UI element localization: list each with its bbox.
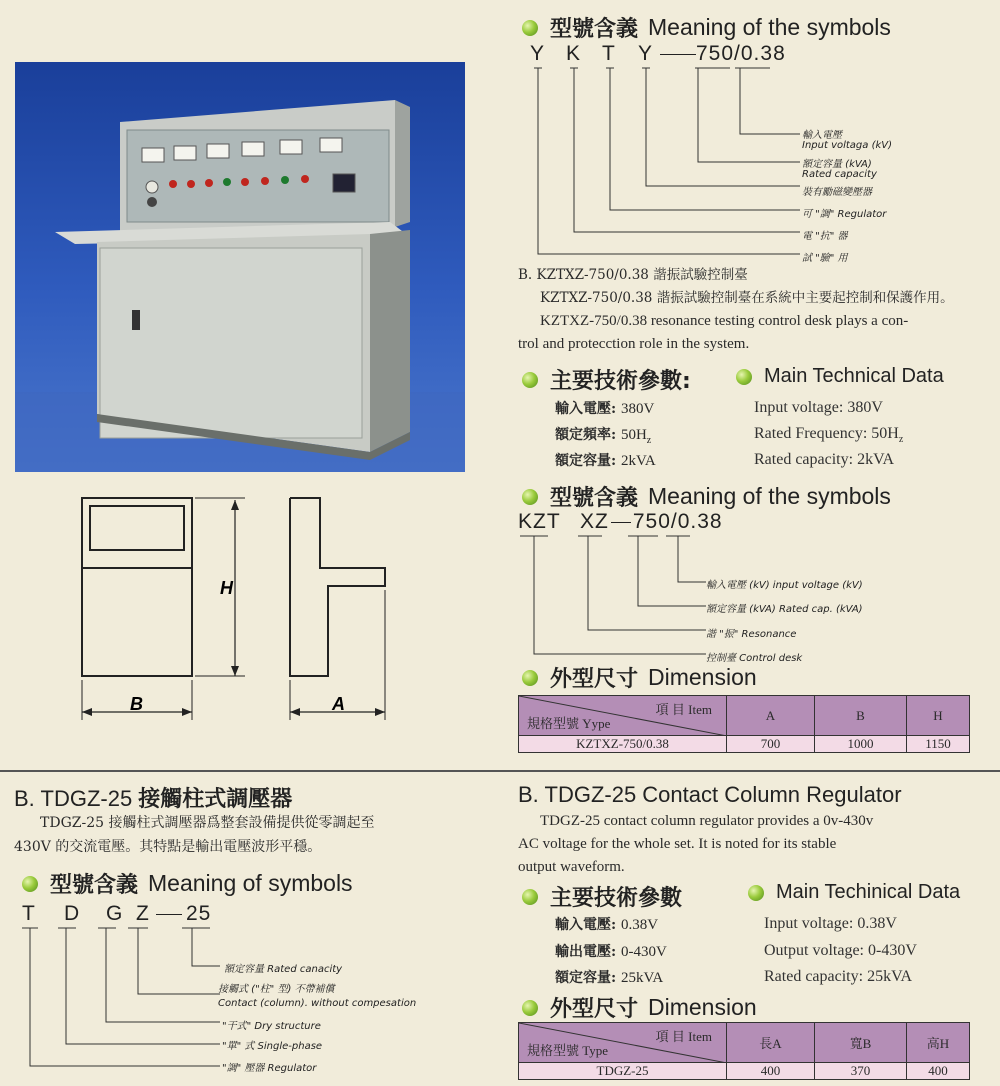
code-letter: Y — [530, 42, 546, 65]
code-part: KZT — [518, 510, 561, 533]
dimension-heading-zh: 外型尺寸 — [550, 667, 639, 692]
tech-heading-en: Main Techinical Data — [776, 881, 961, 903]
tdgz-legend-rated: 額定容量 Rated canacity — [224, 964, 343, 975]
legend-input-voltage-en: Input voltaga (kV) — [802, 140, 893, 151]
meaning-heading-1 — [522, 12, 891, 43]
code-dash — [156, 914, 182, 915]
param-row — [555, 967, 663, 987]
param-row — [555, 424, 651, 446]
kz-desc-en-2: trol and protecction role in the system. — [518, 336, 750, 352]
table-row — [519, 736, 970, 753]
green-bullet-icon — [522, 20, 538, 36]
table-type-label: 規格型號 Type — [527, 1043, 609, 1058]
green-bullet-icon — [22, 876, 38, 892]
param-row — [555, 941, 667, 961]
dimension-heading-en: Dimension — [648, 664, 757, 690]
meaning-heading-en: Meaning of the symbols — [648, 14, 891, 40]
tdgz-legend-regulator: "調" 壓器 Regulator — [222, 1063, 317, 1074]
code-part: XZ — [580, 510, 609, 533]
param-text-en: Input voltage: 0.38V — [764, 915, 897, 932]
legend-input-voltage-zh: 輸入電壓 — [802, 130, 842, 141]
table-col-header: 寬B — [815, 1023, 907, 1063]
table-cell: 400 — [907, 1063, 970, 1080]
table-header-row — [519, 1023, 970, 1063]
legend2-input-voltage: 輸入電壓 (kV) input voltage (kV) — [706, 580, 863, 591]
tdgz-legend-single-phase: "單" 式 Single-phase — [222, 1041, 323, 1052]
control-desk-illustration — [15, 62, 465, 472]
param-value: 50H — [620, 427, 647, 443]
meaning-heading-zh: 型號含義 — [550, 486, 639, 511]
tdgz-title-zh — [14, 782, 292, 813]
green-bullet-icon — [748, 885, 764, 901]
param-row-en — [754, 425, 903, 445]
table-cell: KZTXZ-750/0.38 — [519, 736, 727, 753]
tech-heading-zh: 主要技術參數: — [550, 369, 691, 394]
tdgz-desc-zh-2: 430V 的交流電壓。其特點是輸出電壓波形平穩。 — [14, 839, 322, 855]
tdgz-title-name: 接觸柱式調壓器 — [138, 787, 293, 812]
tdgz-meaning-heading — [22, 868, 353, 899]
param-key: 輸出電壓: — [555, 944, 617, 960]
model-code-ykty — [530, 42, 786, 66]
tdgz-desc-zh-1: TDGZ-25 接觸柱式調壓器爲整套設備提供從零調起至 — [40, 815, 375, 831]
table-cell: 1000 — [815, 736, 907, 753]
dimension-heading-1 — [522, 662, 757, 693]
meaning-heading-2 — [522, 481, 891, 512]
tech-heading-en-block — [736, 365, 944, 388]
dimension-heading-en: Dimension — [648, 994, 757, 1020]
table-item-label: 項 目 Item — [655, 1029, 712, 1044]
tdgz-title-code: B. TDGZ-25 — [14, 786, 139, 811]
green-bullet-icon — [522, 889, 538, 905]
green-bullet-icon — [736, 369, 752, 385]
code-letter: Z — [136, 902, 150, 925]
table-corner-cell — [519, 1023, 727, 1063]
dim-label-b: B — [130, 694, 143, 714]
param-value: 0-430V — [620, 944, 667, 960]
param-key: 輸入電壓: — [555, 917, 617, 933]
table-cell: 1150 — [907, 736, 970, 753]
param-row — [555, 914, 658, 934]
param-value: 0.38V — [620, 917, 659, 933]
param-row — [555, 450, 656, 470]
green-bullet-icon — [522, 1000, 538, 1016]
legend-exciting-transformer: 裝有勵磁變壓器 — [802, 187, 872, 198]
param-text-en-sub: z — [898, 434, 904, 446]
model-code-kztxz — [518, 510, 723, 534]
param-text-en: Rated Frequency: 50H — [754, 425, 899, 442]
param-text-en: Rated capacity: 25kVA — [764, 968, 913, 985]
param-row — [555, 398, 654, 418]
legend-rated-capacity-zh: 額定容量 (kVA) — [802, 159, 872, 170]
param-text-en: Rated capacity: 2kVA — [754, 451, 895, 468]
legend2-resonance: 諧 "振" Resonance — [706, 629, 797, 640]
param-value: 2kVA — [620, 453, 656, 469]
meaning-tree-2 — [518, 534, 718, 660]
table-cell: 370 — [815, 1063, 907, 1080]
tdgz-title-en — [518, 782, 902, 808]
legend2-control-desk: 控制臺 Control desk — [706, 653, 803, 664]
code-letter: G — [106, 902, 124, 925]
param-row-en — [754, 399, 883, 417]
legend-rated-capacity-en: Rated capacity — [802, 169, 877, 180]
code-suffix: 25 — [186, 902, 212, 925]
code-suffix: 750/0.38 — [696, 42, 786, 65]
table-col-header: 高H — [907, 1023, 970, 1063]
green-bullet-icon — [522, 489, 538, 505]
tdgz-desc-en-2: AC voltage for the whole set. It is noted for its stable — [518, 836, 837, 852]
table-cell: 400 — [727, 1063, 815, 1080]
meaning-tree-1 — [530, 66, 810, 262]
dimension-table-kztxz — [518, 695, 970, 753]
table-type-label: 規格型號 Yype — [527, 716, 611, 731]
table-col-header: 長A — [727, 1023, 815, 1063]
dimension-table-tdgz — [518, 1022, 970, 1080]
section-divider — [0, 770, 1000, 772]
code-letter: Y — [638, 42, 654, 65]
meaning-heading-en: Meaning of the symbols — [648, 483, 891, 509]
param-row-en — [754, 451, 894, 469]
code-dash — [611, 522, 631, 523]
code-letter: K — [566, 42, 582, 65]
kz-desc-title: B. KZTXZ-750/0.38 諧振試驗控制臺 — [518, 267, 748, 283]
param-value: 380V — [620, 401, 655, 417]
tech-heading-en: Main Technical Data — [764, 365, 944, 387]
table-corner-cell — [519, 696, 727, 736]
param-text-en: Output voltage: 0-430V — [764, 942, 917, 959]
meaning-heading-en: Meaning of symbols — [148, 870, 353, 896]
model-code-tdgz — [22, 902, 211, 926]
tdgz-desc-en-3: output waveform. — [518, 859, 625, 875]
kz-desc-zh: KZTXZ-750/0.38 諧振試驗控制臺在系統中主要起控制和保護作用。 — [540, 290, 954, 306]
param-key: 輸入電壓: — [555, 401, 617, 417]
code-letter: T — [22, 902, 36, 925]
tdgz-title-en-text: B. TDGZ-25 Contact Column Regulator — [518, 782, 902, 807]
table-col-header: A — [727, 696, 815, 736]
green-bullet-icon — [522, 372, 538, 388]
tech-heading-zh-block — [522, 364, 701, 395]
tdgz-dimension-heading — [522, 992, 757, 1023]
meaning-tree-tdgz — [20, 926, 230, 1074]
dimension-heading-zh: 外型尺寸 — [550, 997, 639, 1022]
param-value-sub: z — [646, 435, 652, 446]
dimension-drawing — [70, 490, 400, 730]
tdgz-desc-en-1: TDGZ-25 contact column regulator provides a 0v-430v — [540, 813, 874, 829]
legend-regulator: 可 "調" Regulator — [802, 209, 887, 220]
dim-label-a: A — [332, 694, 345, 714]
tdgz-tech-heading-en-block — [748, 881, 960, 904]
tdgz-legend-contact-zh: 接觸式 ("柱" 型) 不帶補償 — [218, 984, 335, 995]
dim-label-h: H — [220, 578, 233, 598]
kz-desc-en-1: KZTXZ-750/0.38 resonance testing control desk plays a con- — [540, 313, 909, 329]
table-header-row — [519, 696, 970, 736]
param-value: 25kVA — [620, 970, 664, 986]
legend-testing: 試 "驗" 用 — [802, 253, 848, 264]
code-part: 750/0.38 — [632, 510, 723, 533]
control-desk-photo — [15, 62, 465, 472]
table-cell: TDGZ-25 — [519, 1063, 727, 1080]
table-row — [519, 1063, 970, 1080]
meaning-heading-zh: 型號含義 — [50, 873, 139, 898]
tech-heading-zh: 主要技術參數 — [550, 886, 683, 911]
green-bullet-icon — [522, 670, 538, 686]
table-item-label: 項 目 Item — [655, 702, 712, 717]
legend-reactor: 電 "抗" 器 — [802, 231, 848, 242]
param-key: 額定容量: — [555, 970, 617, 986]
code-letter: T — [602, 42, 616, 65]
param-key: 額定頻率: — [555, 427, 617, 443]
code-letter: D — [64, 902, 81, 925]
tdgz-tech-heading-zh-block — [522, 881, 692, 912]
legend2-rated-cap: 額定容量 (kVA) Rated cap. (kVA) — [706, 604, 863, 615]
param-text-en: Input voltage: 380V — [754, 399, 883, 416]
table-col-header: H — [907, 696, 970, 736]
code-dash — [660, 54, 696, 55]
param-key: 額定容量: — [555, 453, 617, 469]
tdgz-legend-contact-en: Contact (column). without compesation — [218, 998, 417, 1009]
table-col-header: B — [815, 696, 907, 736]
table-cell: 700 — [727, 736, 815, 753]
meaning-heading-zh: 型號含義 — [550, 17, 639, 42]
tdgz-legend-dry: "干式" Dry structure — [222, 1021, 321, 1032]
